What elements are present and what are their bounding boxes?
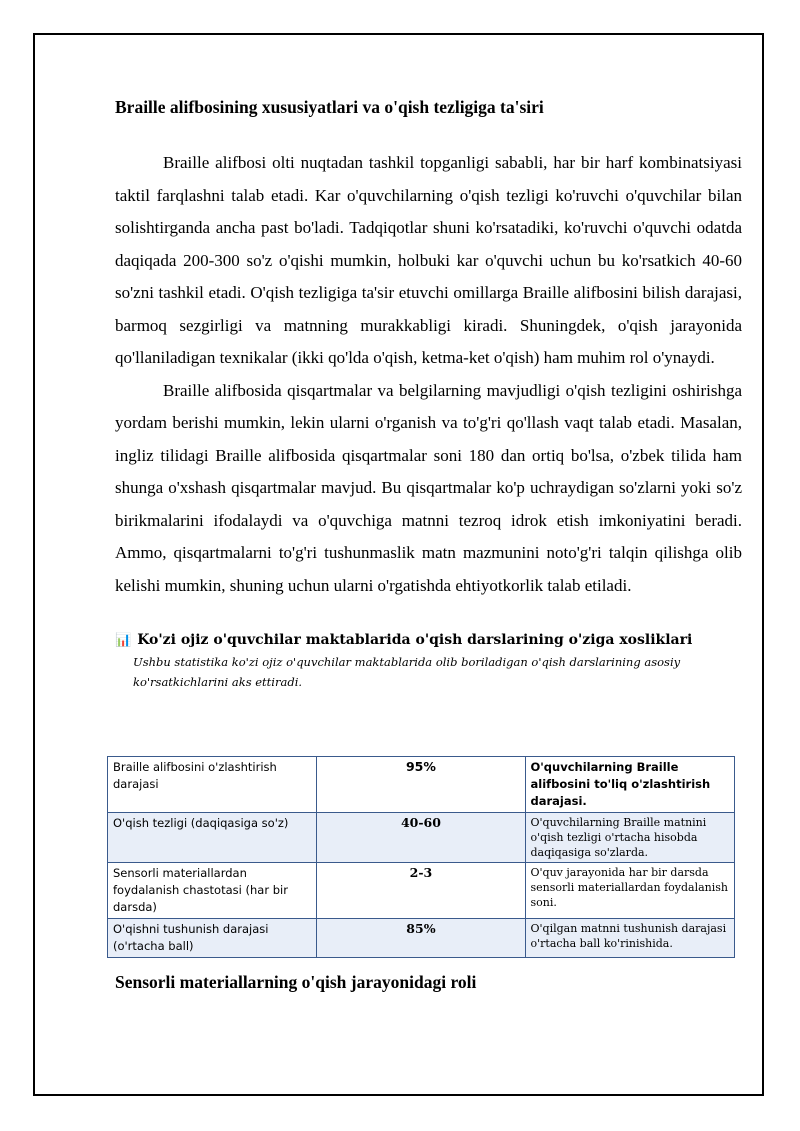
bar-chart-icon: 📊	[115, 632, 132, 648]
paragraph: Braille alifbosi olti nuqtadan tashkil topganligi sababli, har bir harf kombinatsiyasi taktil farqlashni talab etadi. Kar o'quvchilarning o'qish tezligi ko'ruvchi o'quvchilar bilan solishtirganda ancha past bo'ladi. Tadqiqotlar shuni ko'rsatadiki, ko'ruvchi o'quvchi odatda daqiqada 200-300 so'z o'qishi mumkin, holbuki kar o'quvchi uchun bu ko'rsatkich 40-60 so'zni tashkil etadi. O'qish tezligiga ta'sir etuvchi omillarga Braille alifbosini bilish darajasi, barmoq sezgirligi va matnning murakkabligi kiradi. Shuningdek, o'qish jarayonida qo'llaniladigan texnikalar (ikki qo'lda o'qish, ketma-ket o'qish) ham muhim rol o'ynaydi.	[115, 153, 742, 367]
table-cell-note: O'qilgan matnni tushunish darajasi o'rtacha ball ko'rinishida.	[525, 919, 735, 958]
table-row	[108, 757, 735, 813]
table-cell-value: 40-60	[317, 813, 525, 863]
statistics-table	[107, 756, 735, 958]
table-cell-label: O'qishni tushunish darajasi (o'rtacha ball)	[108, 919, 317, 958]
table-cell-value: 85%	[317, 919, 525, 958]
table-cell-value: 95%	[317, 757, 525, 813]
section-heading: Sensorli materiallarning o'qish jarayonidagi roli	[115, 972, 477, 992]
table-description: Ushbu statistika ko'zi ojiz o'quvchilar maktablarida olib boriladigan o'qish darslarining asosiy ko'rsatkichlarini aks ettiradi.	[133, 655, 681, 689]
section-2	[115, 970, 476, 994]
table-cell-label: Braille alifbosini o'zlashtirish darajasi	[108, 757, 317, 813]
section-heading: Braille alifbosining xususiyatlari va o'qish tezligiga ta'siri	[115, 97, 544, 117]
table-cell-label: Sensorli materiallardan foydalanish chastotasi (har bir darsda)	[108, 863, 317, 919]
table-row	[108, 919, 735, 958]
paragraph: Braille alifbosida qisqartmalar va belgilarning mavjudligi o'qish tezligini oshirishga yordam berishi mumkin, lekin ularni o'rganish va to'g'ri qo'llash vaqt talab etadi. Masalan, ingliz tilidagi Braille alifbosida qisqartmalar soni 180 dan ortiq bo'lsa, o'zbek tilida ham shunga o'xshash qisqartmalar mavjud. Bu qisqartmalar ko'p uchraydigan so'zlarni yoki so'z birikmalarini ifodalaydi va o'quvchiga matnni tezroq idrok etish imkoniyatini beradi. Ammo, qisqartmalarni to'g'ri tushunmaslik matn mazmunini noto'g'ri talqin qilishga olib kelishi mumkin, shuning uchun ularni o'rgatishda ehtiyotkorlik talab etiladi.	[115, 380, 742, 595]
table-cell-label: O'qish tezligi (daqiqasiga so'z)	[108, 813, 317, 863]
table-cell-note: O'quv jarayonida har bir darsda sensorli materiallardan foydalanish soni.	[525, 863, 735, 919]
table-title	[115, 628, 742, 652]
table-cell-note: O'quvchilarning Braille alifbosini to'liq o'zlashtirish darajasi.	[525, 757, 735, 813]
table-row	[108, 813, 735, 863]
table-cell-value: 2-3	[317, 863, 525, 919]
table-cell-note: O'quvchilarning Braille matnini o'qish tezligi o'rtacha hisobda daqiqasiga so'zlarda.	[525, 813, 735, 863]
table-title-text: Ko'zi ojiz o'quvchilar maktablarida o'qish darslarining o'ziga xosliklari	[137, 632, 693, 648]
document-body	[115, 95, 742, 692]
table-row	[108, 863, 735, 919]
